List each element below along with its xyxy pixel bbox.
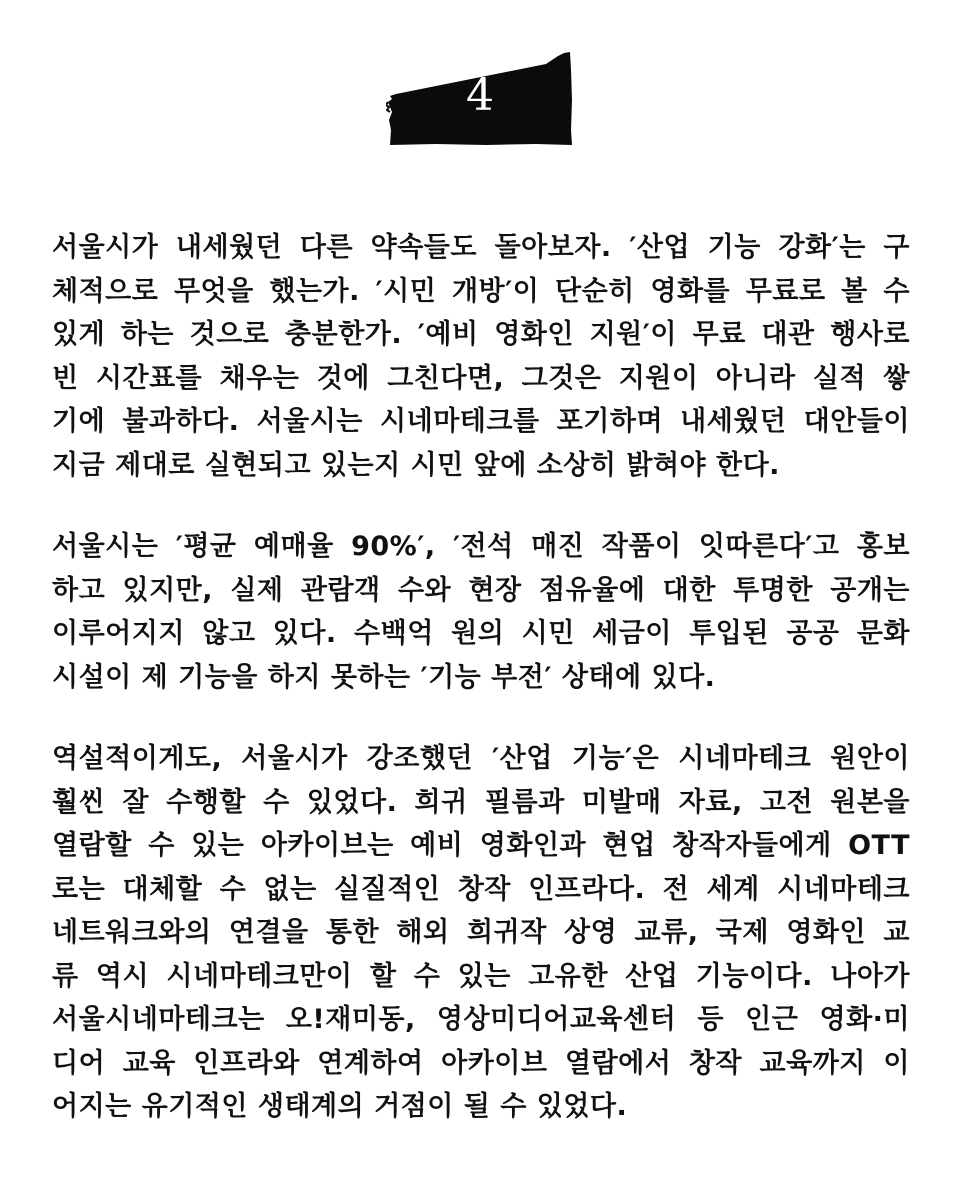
text-line: 류 역시 시네마테크만이 할 수 있는 고유한 산업 기능이다. 나아가 — [52, 960, 910, 992]
text-line: 네트워크와의 연결을 통한 해외 희귀작 상영 교류, 국제 영화인 교 — [52, 917, 910, 948]
text-line: 체적으로 무엇을 했는가. ′시민 개방′이 단순히 영화를 무료로 볼 수 — [52, 275, 910, 307]
text-line: 있게 하는 것으로 충분한가. ′예비 영화인 지원′이 무료 대관 행사로 — [52, 319, 910, 350]
text-line: 하고 있지만, 실제 관람객 수와 현장 점유율에 대한 투명한 공개는 — [52, 574, 910, 606]
text-line: 로는 대체할 수 없는 실질적인 창작 인프라다. 전 세계 시네마테크 — [52, 873, 910, 905]
section-number-badge — [386, 50, 574, 146]
article-body — [52, 226, 910, 1167]
paragraph — [52, 226, 910, 487]
text-line: 기에 불과하다. 서울시는 시네마테크를 포기하며 내세웠던 대안들이 — [52, 406, 910, 437]
text-line: 역설적이게도, 서울시가 강조했던 ′산업 기능′은 시네마테크 원안이 — [52, 743, 910, 774]
text-line: 열람할 수 있는 아카이브는 예비 영화인과 현업 창작자들에게 OTT — [52, 830, 910, 861]
text-line: 서울시네마테크는 오!재미동, 영상미디어교육센터 등 인근 영화·미 — [52, 1004, 910, 1035]
text-line: 서울시는 ′평균 예매율 90%′, ′전석 매진 작품이 잇따른다′고 홍보 — [52, 531, 910, 562]
text-line: 훨씬 잘 수행할 수 있었다. 희귀 필름과 미발매 자료, 고전 원본을 — [52, 786, 910, 818]
text-line: 지금 제대로 실현되고 있는지 시민 앞에 소상히 밝혀야 한다. — [52, 449, 780, 481]
section-number: 4 — [466, 70, 494, 121]
text-line: 어지는 유기적인 생태계의 거점이 될 수 있었다. — [52, 1091, 628, 1122]
text-line: 서울시가 내세웠던 다른 약속들도 돌아보자. ′산업 기능 강화′는 구 — [52, 232, 910, 263]
text-line: 시설이 제 기능을 하지 못하는 ′기능 부전′ 상태에 있다. — [52, 661, 716, 693]
text-line: 디어 교육 인프라와 연계하여 아카이브 열람에서 창작 교육까지 이 — [52, 1047, 910, 1079]
paragraph — [52, 737, 910, 1129]
paragraph — [52, 525, 910, 699]
text-line: 이루어지지 않고 있다. 수백억 원의 시민 세금이 투입된 공공 문화 — [52, 618, 910, 649]
text-line: 빈 시간표를 채우는 것에 그친다면, 그것은 지원이 아니라 실적 쌓 — [52, 362, 910, 394]
